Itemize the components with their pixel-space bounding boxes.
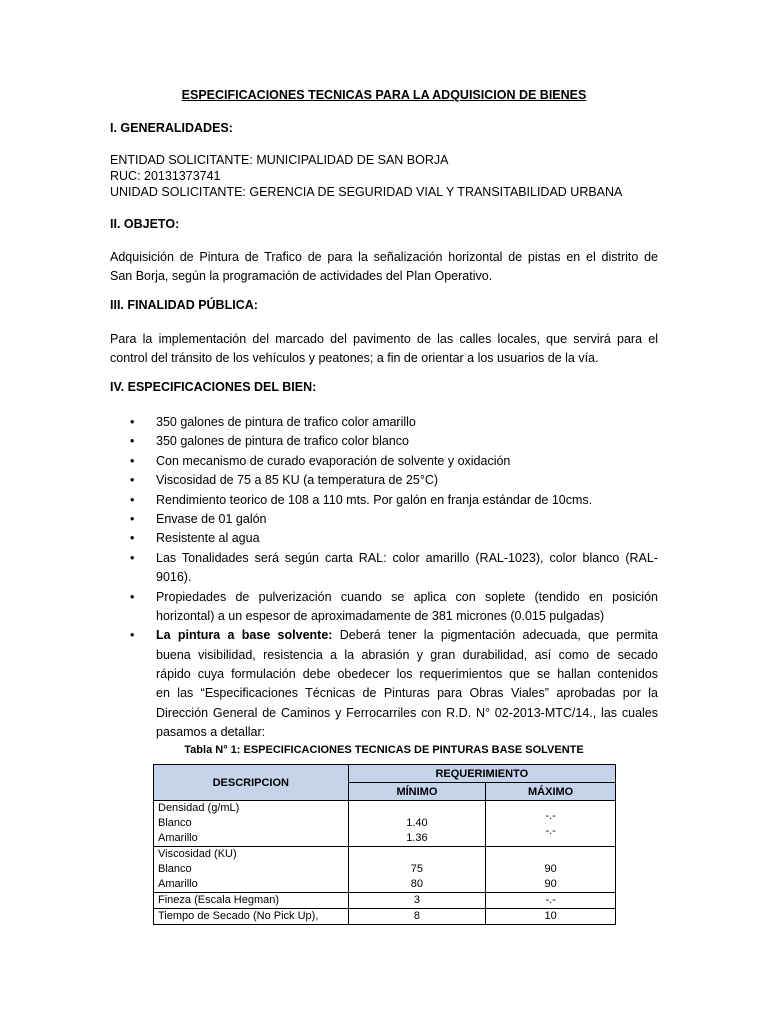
table-cell-min <box>348 801 486 847</box>
bullet-text-line: 9016). <box>156 570 192 585</box>
bullet-text-line: buena visibilidad, resistencia a la abrasión y gran durabilidad, así como de secado <box>156 647 658 662</box>
cell-value: Blanco <box>158 817 192 829</box>
bullet-icon: • <box>130 492 135 507</box>
bullet-text-line: Propiedades de pulverización cuando se aplica con soplete (tendido en posición <box>156 589 658 604</box>
bullet-text-line: pasamos a detallar: <box>156 725 266 740</box>
cell-value: -.- <box>545 894 556 906</box>
cell-value <box>353 847 482 862</box>
section-heading-especificaciones: IV. ESPECIFICACIONES DEL BIEN: <box>110 380 317 394</box>
cell-value <box>353 801 482 816</box>
document-title: ESPECIFICACIONES TECNICAS PARA LA ADQUISICION DE BIENES <box>181 88 587 102</box>
bullet-icon: • <box>130 550 135 565</box>
paragraph-line: Para la implementación del marcado del pavimento de las calles locales, que servirá para el <box>110 332 658 346</box>
bullet-text-line: La pintura a base solvente: Deberá tener la pigmentación adecuada, que permita <box>156 628 658 643</box>
cell-value: Amarillo <box>158 878 198 890</box>
bullet-icon: • <box>130 415 135 429</box>
finalidad-paragraph <box>110 330 658 368</box>
cell-value: 90 <box>544 878 557 890</box>
cell-value: Fineza (Escala Hegman) <box>158 894 280 906</box>
cell-value: -.- <box>545 824 556 837</box>
header-minimo: MÍNIMO <box>348 783 486 801</box>
cell-value: 1.40 <box>406 817 428 829</box>
unidad-solicitante: UNIDAD SOLICITANTE: GERENCIA DE SEGURIDAD VIAL Y TRANSITABILIDAD URBANA <box>110 185 623 199</box>
table-cell-max <box>486 847 616 893</box>
bullet-text-line: Las Tonalidades será según carta RAL: color amarillo (RAL-1023), color blanco (RAL- <box>156 550 658 565</box>
header-requerimiento: REQUERIMIENTO <box>348 765 615 783</box>
table-cell-max <box>486 893 616 909</box>
bullet-item <box>110 529 658 548</box>
cell-value: 10 <box>544 910 557 922</box>
table-cell-max <box>486 909 616 925</box>
cell-value: -.- <box>545 809 556 822</box>
table-cell-desc <box>154 801 349 847</box>
bullet-item <box>110 510 658 529</box>
bullet-item <box>110 491 658 510</box>
cell-value: 90 <box>544 863 557 875</box>
specifications-table <box>153 764 616 925</box>
cell-value: 1.36 <box>406 832 428 844</box>
bullet-item <box>110 588 658 627</box>
bullet-icon: • <box>130 511 135 526</box>
cell-value: 80 <box>410 878 424 890</box>
bullet-item <box>110 471 658 490</box>
cell-value: Tiempo de Secado (No Pick Up), <box>158 910 319 922</box>
cell-value: 3 <box>413 894 420 906</box>
bullet-icon: • <box>130 628 135 643</box>
cell-value: 75 <box>410 863 424 875</box>
cell-value: Blanco <box>158 863 192 875</box>
ruc-number: RUC: 20131373741 <box>110 169 221 183</box>
bullet-text-line: 350 galones de pintura de trafico color blanco <box>156 434 409 449</box>
entidad-solicitante: ENTIDAD SOLICITANTE: MUNICIPALIDAD DE SAN BORJA <box>110 153 449 167</box>
bullet-icon: • <box>130 531 135 546</box>
paragraph-line: control del tránsito de los vehículos y peatones; a fin de orientar a los usuarios de la vía. <box>110 351 599 365</box>
table-caption: Tabla N° 1: ESPECIFICACIONES TECNICAS DE PINTURAS BASE SOLVENTE <box>184 744 584 756</box>
table-cell-max <box>486 801 616 847</box>
bullet-item <box>110 549 658 588</box>
table-cell-desc <box>154 893 349 909</box>
table-row <box>154 801 616 847</box>
table-cell-min <box>348 909 486 925</box>
bullet-item <box>110 413 658 432</box>
bullet-lead-text: La pintura a base solvente: <box>156 628 333 643</box>
objeto-paragraph <box>110 248 658 286</box>
table-cell-desc <box>154 847 349 893</box>
specifications-bullet-list <box>110 413 658 743</box>
bullet-text-line: en las “Especificaciones Técnicas de Pinturas para Obras Viales” aprobadas por la <box>156 686 658 701</box>
bullet-text-line: Rendimiento teorico de 108 a 110 mts. Por galón en franja estándar de 10cms. <box>156 492 593 507</box>
cell-value: 8 <box>413 910 420 922</box>
bullet-icon: • <box>130 453 135 468</box>
bullet-text-line: Resistente al agua <box>156 531 260 546</box>
header-maximo: MÁXIMO <box>486 783 616 801</box>
table-row <box>154 893 616 909</box>
bullet-text-line: 350 galones de pintura de trafico color amarillo <box>156 415 416 429</box>
section-heading-generalidades: I. GENERALIDADES: <box>110 121 233 135</box>
table-row <box>154 847 616 893</box>
paragraph-line: Adquisición de Pintura de Trafico de para la señalización horizontal de pistas en el distrito de <box>110 250 658 264</box>
bullet-text-line: Dirección General de Caminos y Ferrocarriles con R.D. N° 02-2013-MTC/14., las cuales <box>156 705 658 720</box>
bullet-icon: • <box>130 434 135 449</box>
table-row <box>154 909 616 925</box>
bullet-item <box>110 452 658 471</box>
bullet-item <box>110 626 658 742</box>
header-descripcion: DESCRIPCION <box>154 765 349 801</box>
bullet-text-line: horizontal) a un espesor de aproximadamente de 381 micrones (0.015 pulgadas) <box>156 608 605 623</box>
bullet-icon: • <box>130 589 135 604</box>
bullet-icon: • <box>130 473 135 488</box>
cell-value: Amarillo <box>158 832 198 844</box>
table-cell-desc <box>154 909 349 925</box>
section-heading-finalidad: III. FINALIDAD PÚBLICA: <box>110 298 258 312</box>
table-cell-min <box>348 893 486 909</box>
bullet-text-line: rápido cuya formulación debe obedecer los requerimientos que se hallan contenidos <box>156 667 658 682</box>
cell-value <box>490 847 611 862</box>
bullet-text-line: Envase de 01 galón <box>156 511 267 526</box>
cell-value: Densidad (g/mL) <box>158 802 240 814</box>
cell-value: Viscosidad (KU) <box>158 848 237 860</box>
paragraph-line: San Borja, según la programación de actividades del Plan Operativo. <box>110 269 493 283</box>
table-cell-min <box>348 847 486 893</box>
bullet-item <box>110 432 658 451</box>
section-heading-objeto: II. OBJETO: <box>110 217 180 231</box>
bullet-text-line: Viscosidad de 75 a 85 KU (a temperatura de 25°C) <box>156 473 439 488</box>
bullet-text-line: Con mecanismo de curado evaporación de solvente y oxidación <box>156 453 511 468</box>
